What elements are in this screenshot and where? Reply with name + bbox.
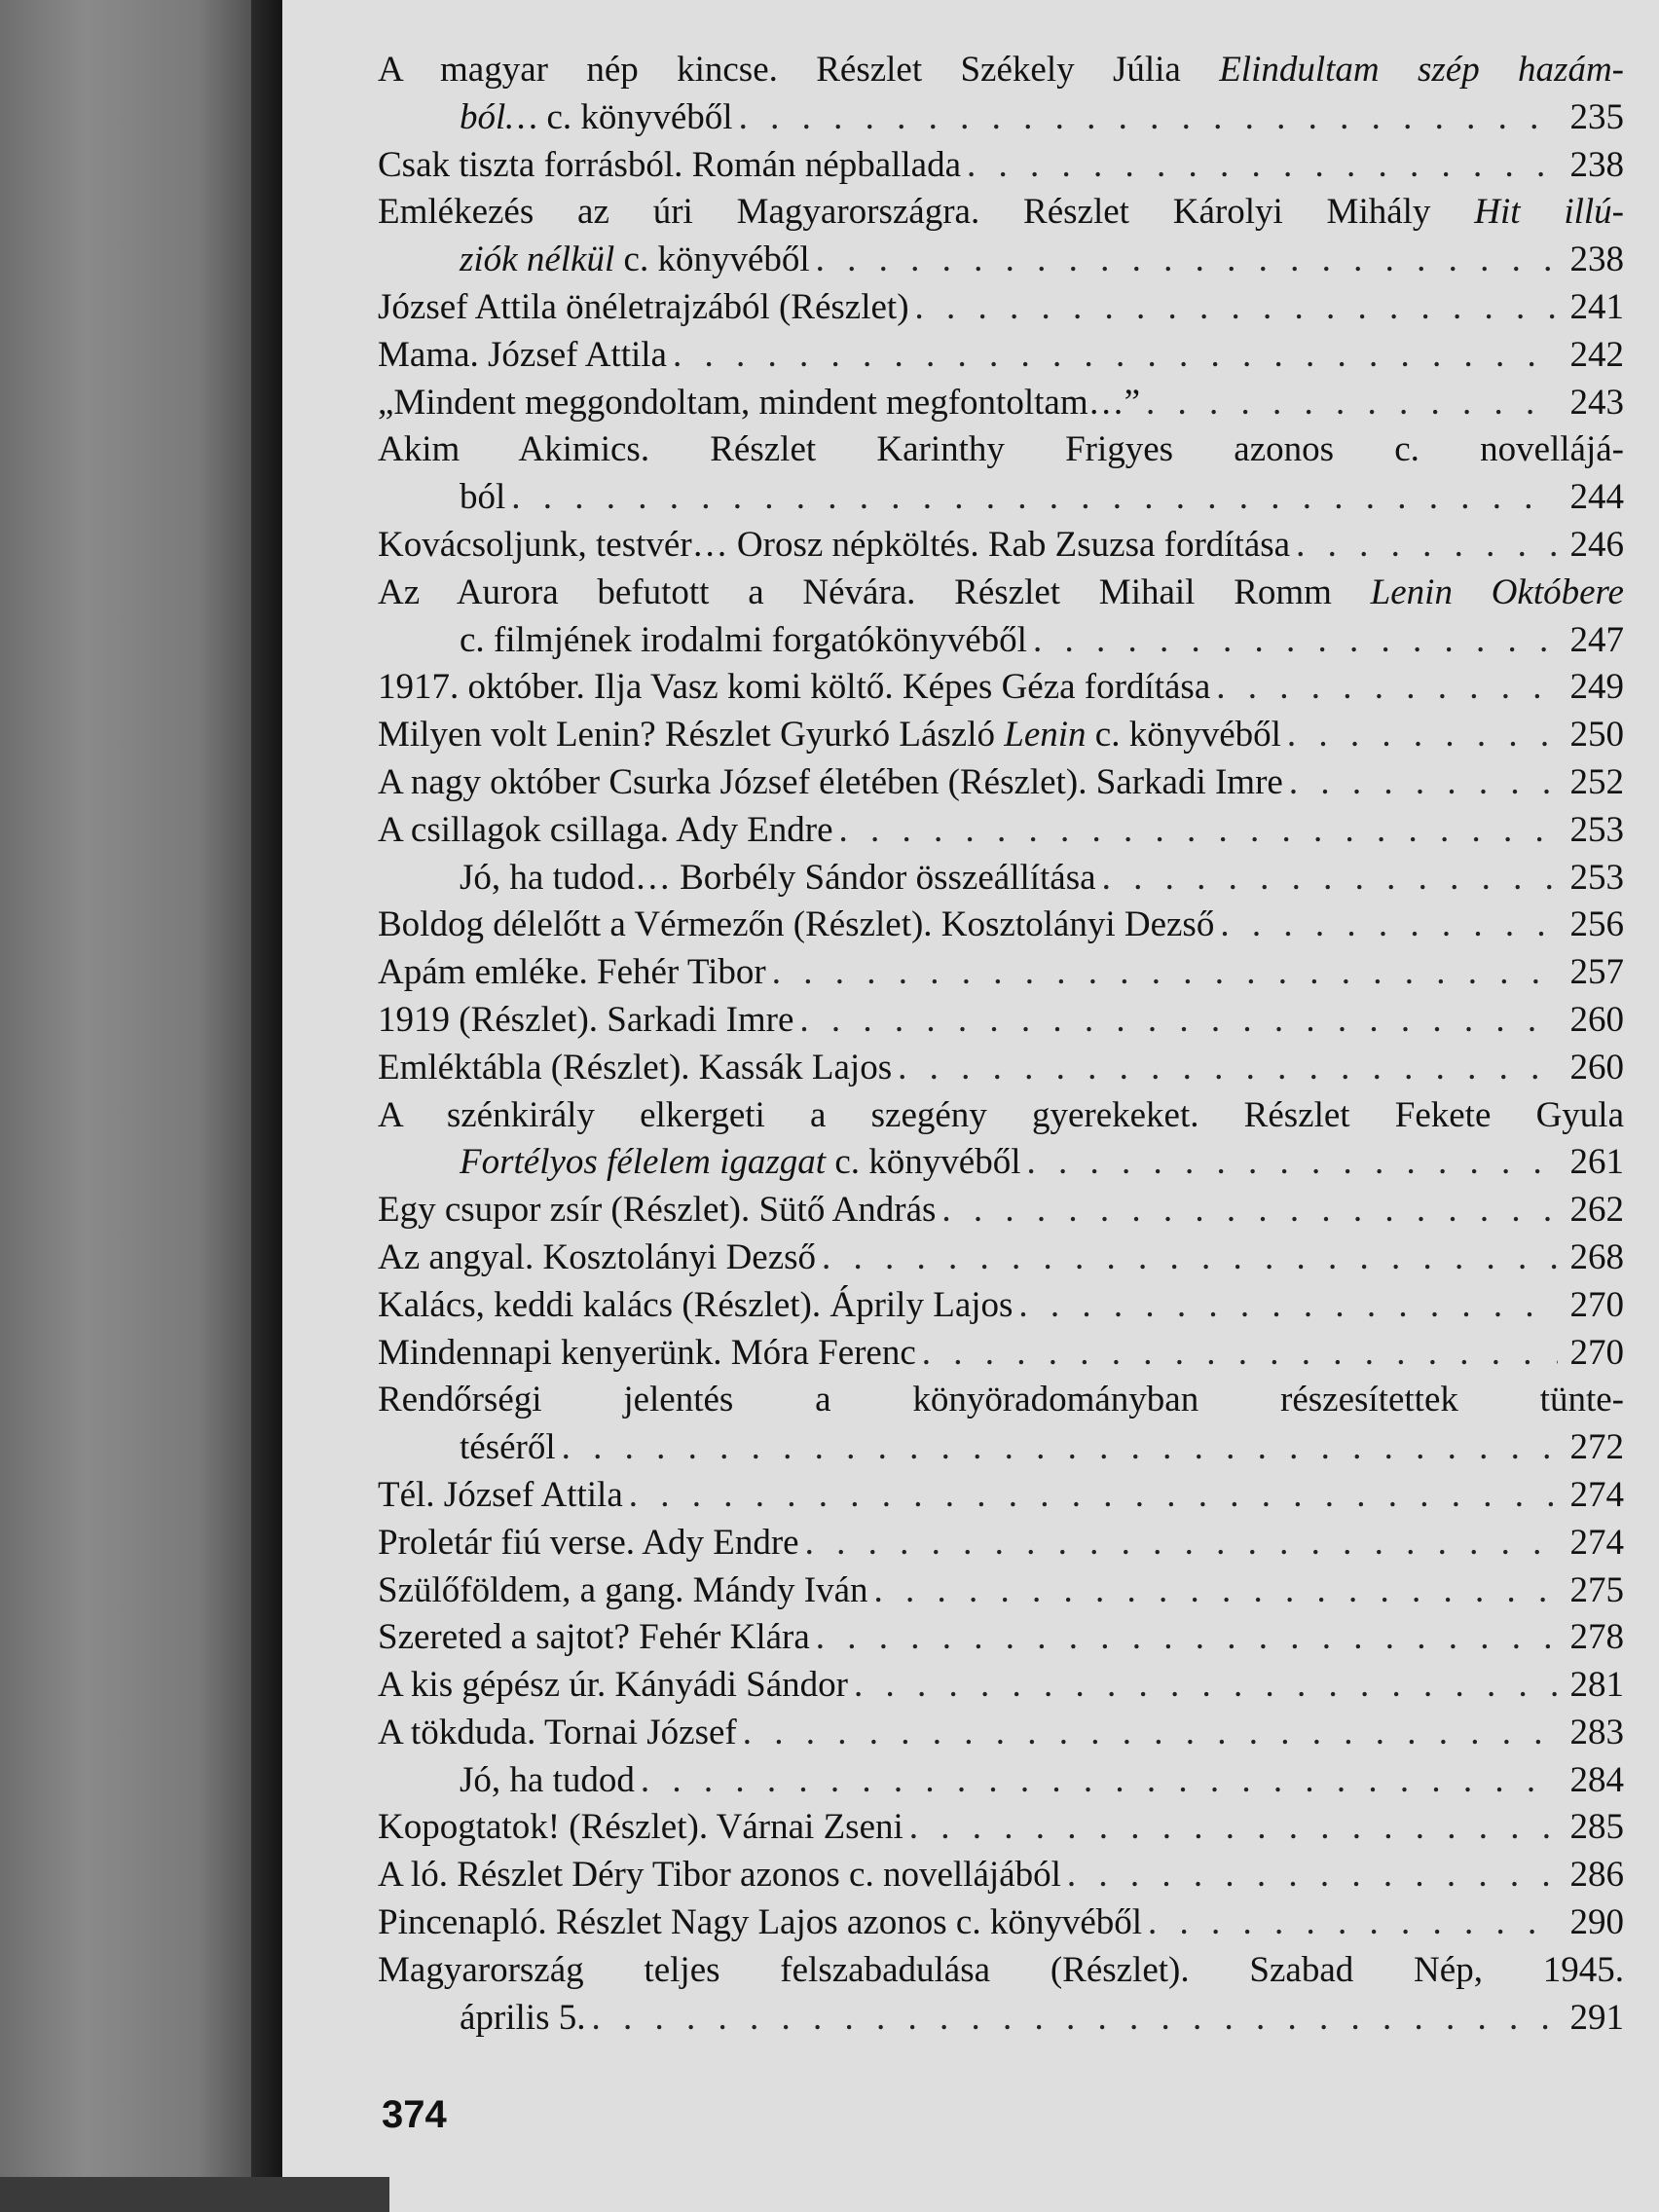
toc-line — [378, 1377, 1624, 1424]
entry-page-number: 252 — [1569, 761, 1624, 802]
toc-line — [378, 617, 1624, 665]
entry-title: Csak tiszta forrásból. Román népballada — [378, 144, 962, 185]
toc-line — [378, 997, 1624, 1045]
entry-title: A szénkirály elkergeti a szegény gyerekeket. Részlet Fekete Gyula — [378, 1094, 1624, 1135]
toc-entry — [378, 1187, 1624, 1235]
dot-leader — [967, 142, 1558, 190]
toc-entry — [378, 1662, 1624, 1710]
dot-leader — [799, 997, 1558, 1045]
toc-entry — [378, 712, 1624, 759]
entry-page-number: 256 — [1569, 904, 1624, 945]
toc-entry — [378, 142, 1624, 190]
entry-title: Milyen volt Lenin? Részlet Gyurkó László Lenin c. könyvéből — [378, 715, 1281, 756]
toc-entry — [378, 426, 1624, 522]
toc-line — [378, 1187, 1624, 1235]
dot-leader — [511, 474, 1558, 522]
toc-entry — [378, 1377, 1624, 1472]
entry-page-number: 242 — [1569, 334, 1624, 375]
entry-title: Proletár fiú verse. Ady Endre — [378, 1522, 799, 1563]
toc-line — [378, 1995, 1624, 2043]
dot-leader — [743, 1710, 1558, 1757]
toc-line — [378, 1614, 1624, 1662]
entry-page-number: 249 — [1569, 667, 1624, 708]
toc-entry — [378, 1710, 1624, 1757]
entry-title: c. filmjének irodalmi forgatókönyvéből — [460, 619, 1027, 660]
entry-page-number: 274 — [1569, 1474, 1624, 1515]
entry-title: Jó, ha tudod… Borbély Sándor összeállítása — [460, 857, 1096, 898]
toc-entry — [378, 1092, 1624, 1188]
entry-title: A csillagok csillaga. Ady Endre — [378, 809, 833, 850]
toc-line — [378, 380, 1624, 427]
entry-title: Az Aurora befutott a Névára. Részlet Mihail Romm Lenin Októbere — [378, 571, 1624, 612]
entry-title: ziók nélkül c. könyvéből — [460, 240, 810, 280]
toc-entry — [378, 997, 1624, 1045]
entry-page-number: 286 — [1569, 1855, 1624, 1896]
entry-page-number: 283 — [1569, 1712, 1624, 1752]
toc-entry — [378, 1520, 1624, 1567]
toc-line — [378, 902, 1624, 949]
toc-entry — [378, 855, 1624, 903]
toc-line — [378, 284, 1624, 332]
dot-leader — [822, 1235, 1558, 1282]
toc-line — [378, 1330, 1624, 1378]
entry-page-number: 257 — [1569, 952, 1624, 993]
entry-title: Jó, ha tudod — [460, 1759, 635, 1800]
toc-entry — [378, 902, 1624, 949]
entry-title: Kalács, keddi kalács (Részlet). Áprily Lajos — [378, 1284, 1014, 1325]
dot-leader — [839, 807, 1558, 855]
entry-page-number: 261 — [1569, 1142, 1624, 1183]
dot-leader — [922, 1330, 1558, 1378]
dot-leader — [673, 332, 1558, 380]
dot-leader — [1033, 617, 1558, 665]
dot-leader — [854, 1662, 1558, 1710]
dot-leader — [816, 1614, 1558, 1662]
entry-page-number: 270 — [1569, 1332, 1624, 1373]
toc-entry — [378, 1614, 1624, 1662]
entry-page-number: 272 — [1569, 1427, 1624, 1468]
entry-title: Egy csupor zsír (Részlet). Sütő András — [378, 1190, 937, 1231]
toc-line — [378, 1947, 1624, 1995]
toc-line — [378, 807, 1624, 855]
dot-leader — [1289, 759, 1558, 807]
toc-entry — [378, 570, 1624, 665]
dot-leader — [805, 1520, 1558, 1567]
entry-page-number: 268 — [1569, 1236, 1624, 1277]
entry-page-number: 241 — [1569, 286, 1624, 327]
table-of-contents — [378, 47, 1624, 2042]
dot-leader — [874, 1567, 1559, 1615]
toc-line — [378, 332, 1624, 380]
watermark-strip — [0, 2177, 389, 2212]
toc-line — [378, 1899, 1624, 1947]
dot-leader — [909, 1804, 1558, 1852]
dot-leader — [816, 237, 1558, 284]
toc-entry — [378, 1852, 1624, 1899]
toc-line — [378, 1139, 1624, 1187]
toc-entry — [378, 1330, 1624, 1378]
toc-entry — [378, 1235, 1624, 1282]
toc-line — [378, 522, 1624, 570]
entry-page-number: 235 — [1569, 96, 1624, 137]
toc-entry — [378, 949, 1624, 997]
toc-entry — [378, 1567, 1624, 1615]
entry-title: Rendőrségi jelentés a könyöradományban részesítettek tünte- — [378, 1380, 1624, 1420]
entry-page-number: 260 — [1569, 999, 1624, 1040]
toc-entry — [378, 1804, 1624, 1852]
entry-page-number: 250 — [1569, 715, 1624, 756]
dot-leader — [898, 1045, 1558, 1092]
dot-leader — [591, 1995, 1558, 2043]
toc-line — [378, 1092, 1624, 1140]
entry-title: Pincenapló. Részlet Nagy Lajos azonos c. könyvéből — [378, 1902, 1143, 1943]
toc-line — [378, 1852, 1624, 1899]
toc-entry — [378, 1947, 1624, 2043]
entry-page-number: 262 — [1569, 1190, 1624, 1231]
entry-page-number: 246 — [1569, 524, 1624, 565]
book-spine — [0, 0, 282, 2212]
toc-line — [378, 94, 1624, 142]
toc-line — [378, 570, 1624, 617]
entry-title: Fortélyos félelem igazgat c. könyvéből — [460, 1142, 1021, 1183]
dot-leader — [941, 1187, 1558, 1235]
dot-leader — [1216, 664, 1558, 712]
entry-page-number: 260 — [1569, 1047, 1624, 1088]
dot-leader — [772, 949, 1558, 997]
toc-line — [378, 237, 1624, 284]
dot-leader — [629, 1472, 1558, 1520]
spine-shadow — [251, 0, 282, 2212]
entry-title: József Attila önéletrajzából (Részlet) — [378, 286, 909, 327]
toc-line — [378, 189, 1624, 237]
entry-page-number: 274 — [1569, 1522, 1624, 1563]
entry-page-number: 270 — [1569, 1284, 1624, 1325]
toc-entry — [378, 332, 1624, 380]
toc-line — [378, 712, 1624, 759]
entry-page-number: 253 — [1569, 857, 1624, 898]
entry-title: Az angyal. Kosztolányi Dezső — [378, 1236, 817, 1277]
entry-page-number: 253 — [1569, 809, 1624, 850]
entry-title: 1919 (Részlet). Sarkadi Imre — [378, 999, 794, 1040]
dot-leader — [641, 1757, 1558, 1805]
toc-line — [378, 1520, 1624, 1567]
entry-page-number: 247 — [1569, 619, 1624, 660]
toc-line — [378, 474, 1624, 522]
toc-entry — [378, 1472, 1624, 1520]
entry-page-number: 281 — [1569, 1665, 1624, 1706]
entry-page-number: 291 — [1569, 1997, 1624, 2038]
dot-leader — [915, 284, 1558, 332]
toc-entry — [378, 1757, 1624, 1805]
entry-title: Emléktábla (Részlet). Kassák Lajos — [378, 1047, 893, 1088]
dot-leader — [1067, 1852, 1558, 1899]
page-number: 374 — [382, 2093, 447, 2136]
toc-line — [378, 1567, 1624, 1615]
dot-leader — [739, 94, 1558, 142]
entry-title: ból… c. könyvéből — [460, 96, 733, 137]
toc-entry — [378, 759, 1624, 807]
toc-entry — [378, 522, 1624, 570]
entry-page-number: 278 — [1569, 1617, 1624, 1658]
dot-leader — [1287, 712, 1558, 759]
dot-leader — [1148, 1899, 1558, 1947]
entry-title: Apám emléke. Fehér Tibor — [378, 952, 766, 993]
toc-entry — [378, 1282, 1624, 1330]
toc-line — [378, 949, 1624, 997]
toc-line — [378, 855, 1624, 903]
dot-leader — [1296, 522, 1558, 570]
toc-entry — [378, 284, 1624, 332]
entry-title: „Mindent meggondoltam, mindent megfontoltam…” — [378, 382, 1141, 423]
toc-line — [378, 1282, 1624, 1330]
toc-line — [378, 426, 1624, 474]
entry-page-number: 275 — [1569, 1569, 1624, 1610]
dot-leader — [1220, 902, 1558, 949]
entry-title: téséről — [460, 1427, 556, 1468]
toc-line — [378, 1472, 1624, 1520]
entry-page-number: 238 — [1569, 240, 1624, 280]
entry-page-number: 243 — [1569, 382, 1624, 423]
entry-title: Mindennapi kenyerünk. Móra Ferenc — [378, 1332, 916, 1373]
toc-line — [378, 47, 1624, 94]
entry-title: Szereted a sajtot? Fehér Klára — [378, 1617, 810, 1658]
entry-title: Emlékezés az úri Magyarországra. Részlet Károlyi Mihály Hit illú- — [378, 192, 1624, 233]
entry-title: április 5. — [460, 1997, 586, 2038]
toc-line — [378, 1710, 1624, 1757]
dot-leader — [562, 1424, 1558, 1472]
toc-entry — [378, 47, 1624, 142]
toc-line — [378, 1235, 1624, 1282]
dot-leader — [1102, 855, 1558, 903]
toc-entry — [378, 189, 1624, 284]
toc-entry — [378, 380, 1624, 427]
entry-title: Akim Akimics. Részlet Karinthy Frigyes azonos c. novellájá- — [378, 429, 1624, 470]
toc-line — [378, 142, 1624, 190]
toc-entry — [378, 664, 1624, 712]
entry-title: 1917. október. Ilja Vasz komi költő. Képes Géza fordítása — [378, 667, 1211, 708]
entry-page-number: 290 — [1569, 1902, 1624, 1943]
dot-leader — [1026, 1139, 1558, 1187]
dot-leader — [1146, 380, 1558, 427]
entry-title: Magyarország teljes felszabadulása (Részlet). Szabad Nép, 1945. — [378, 1949, 1624, 1990]
entry-page-number: 238 — [1569, 144, 1624, 185]
entry-page-number: 284 — [1569, 1759, 1624, 1800]
toc-line — [378, 1757, 1624, 1805]
dot-leader — [1018, 1282, 1558, 1330]
toc-line — [378, 759, 1624, 807]
toc-entry — [378, 807, 1624, 855]
entry-title: A nagy október Csurka József életében (Részlet). Sarkadi Imre — [378, 761, 1283, 802]
toc-line — [378, 1424, 1624, 1472]
toc-line — [378, 1804, 1624, 1852]
entry-title: A kis gépész úr. Kányádi Sándor — [378, 1665, 848, 1706]
toc-line — [378, 1662, 1624, 1710]
entry-title: A tökduda. Tornai József — [378, 1712, 737, 1752]
toc-entry — [378, 1899, 1624, 1947]
entry-title: ból — [460, 477, 506, 518]
toc-line — [378, 1045, 1624, 1092]
entry-page-number: 244 — [1569, 477, 1624, 518]
toc-entry — [378, 1045, 1624, 1092]
entry-page-number: 285 — [1569, 1807, 1624, 1848]
entry-title: Mama. József Attila — [378, 334, 667, 375]
entry-title: A magyar nép kincse. Részlet Székely Júlia Elindultam szép hazám- — [378, 50, 1624, 90]
entry-title: Kopogtatok! (Részlet). Várnai Zseni — [378, 1807, 903, 1848]
entry-title: Boldog délelőtt a Vérmezőn (Részlet). Kosztolányi Dezső — [378, 904, 1215, 945]
entry-title: Kovácsoljunk, testvér… Orosz népköltés. Rab Zsuzsa fordítása — [378, 524, 1291, 565]
entry-title: Szülőföldem, a gang. Mándy Iván — [378, 1569, 868, 1610]
toc-line — [378, 664, 1624, 712]
entry-title: A ló. Részlet Déry Tibor azonos c. novellájából — [378, 1855, 1061, 1896]
entry-title: Tél. József Attila — [378, 1474, 623, 1515]
